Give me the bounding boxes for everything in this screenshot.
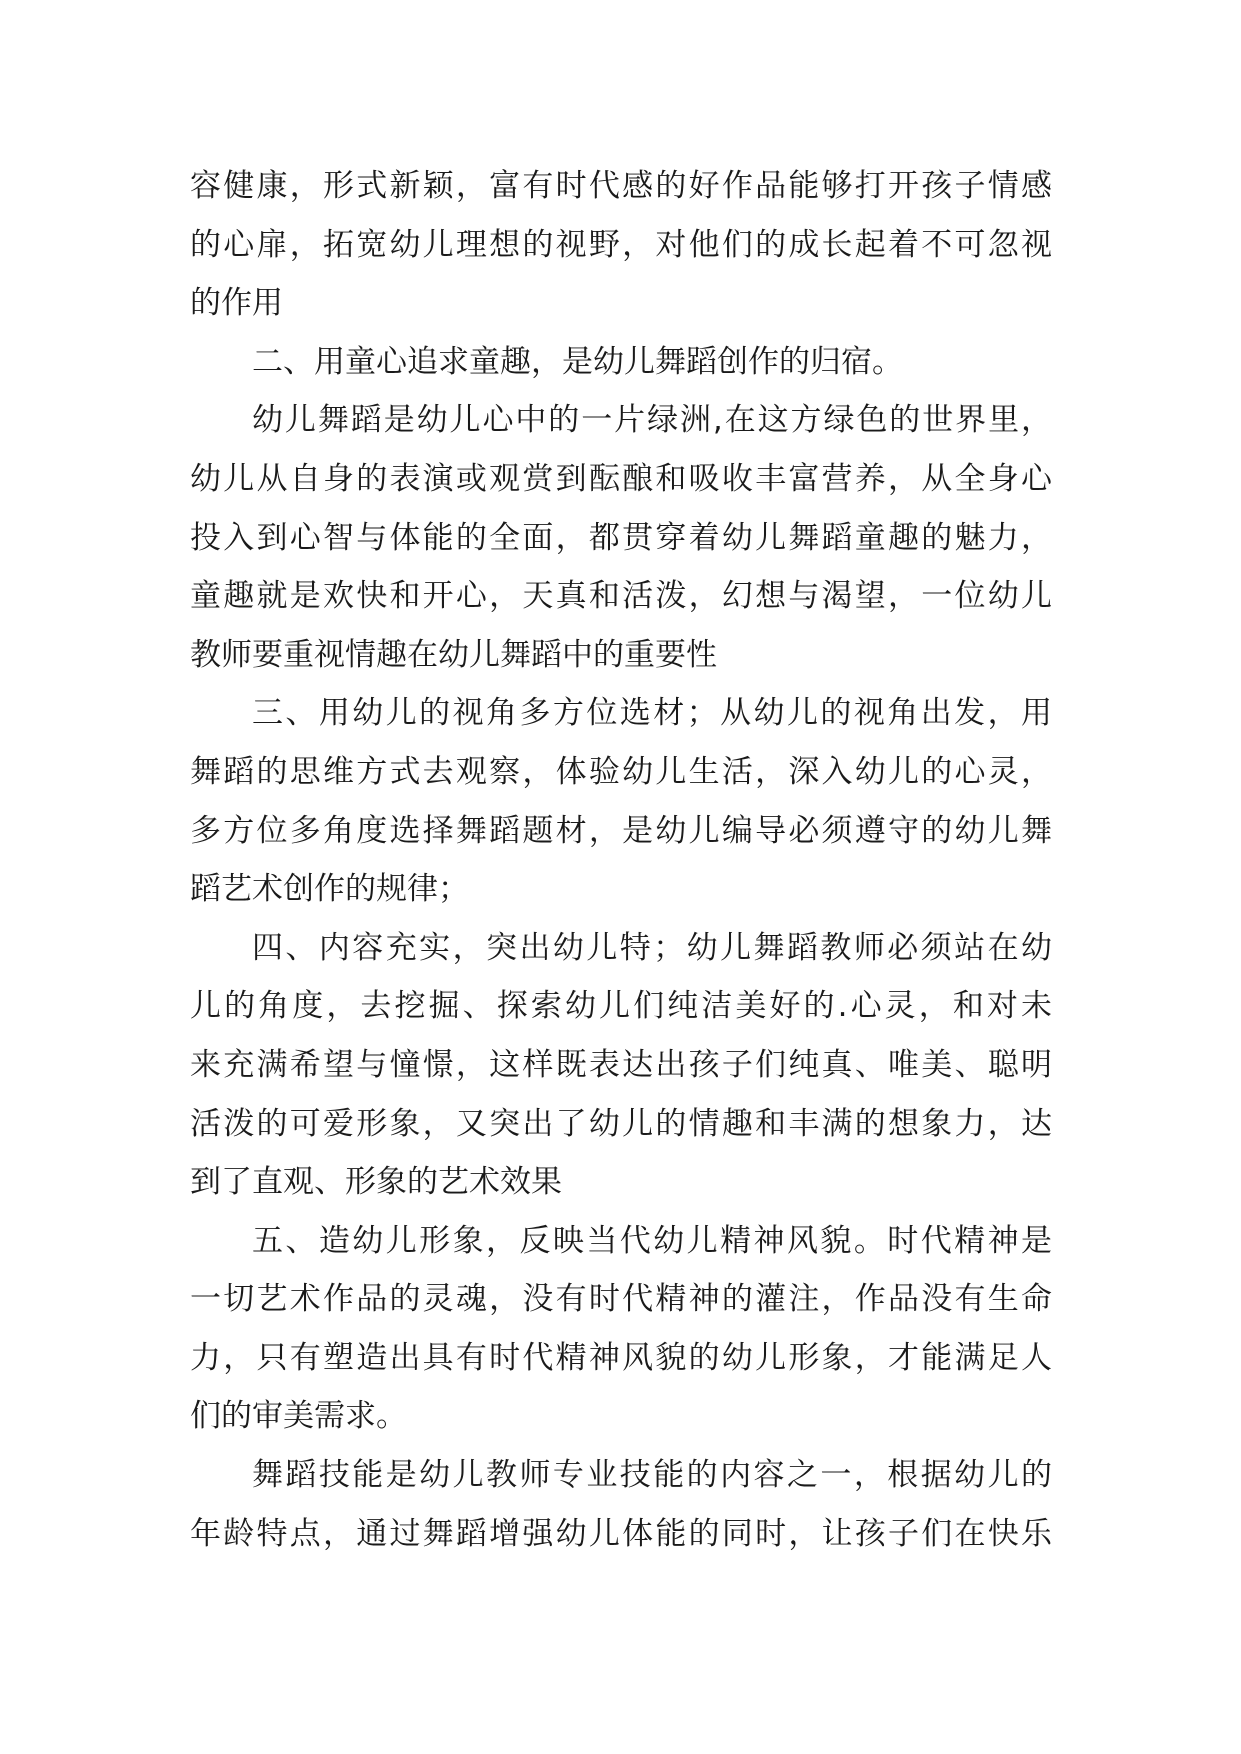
text-line: 的心扉，拓宽幼儿理想的视野，对他们的成长起着不可忽视 (190, 226, 1052, 263)
text-line: 活泼的可爱形象，又突出了幼儿的情趣和丰满的想象力，达 (190, 1105, 1052, 1142)
text-line: 投入到心智与体能的全面，都贯穿着幼儿舞蹈童趣的魅力， (190, 519, 1052, 556)
text-line: 儿的角度，去挖掘、探索幼儿们纯洁美好的.心灵，和对未 (190, 988, 1052, 1025)
text-line: 多方位多角度选择舞蹈题材，是幼儿编导必须遵守的幼儿舞 (190, 812, 1052, 849)
text-line: 容健康，形式新颖，富有时代感的好作品能够打开孩子情感 (190, 168, 1052, 204)
text-line: 们的审美需求。 (190, 1398, 407, 1435)
text-line: 到了直观、形象的艺术效果 (190, 1164, 562, 1201)
text-line: 舞蹈技能是幼儿教师专业技能的内容之一，根据幼儿的 (252, 1457, 1052, 1494)
text-line: 二、用童心追求童趣，是幼儿舞蹈创作的归宿。 (252, 343, 903, 380)
text-line: 年龄特点，通过舞蹈增强幼儿体能的同时，让孩子们在快乐 (190, 1515, 1052, 1552)
text-line: 的作用 (190, 285, 283, 322)
text-line: 五、造幼儿形象，反映当代幼儿精神风貌。时代精神是 (252, 1222, 1052, 1259)
document-body (190, 157, 1052, 1563)
text-line: 三、用幼儿的视角多方位选材；从幼儿的视角出发，用 (252, 695, 1052, 732)
text-line: 童趣就是欢快和开心，天真和活泼，幻想与渴望，一位幼儿 (190, 578, 1052, 615)
text-line: 四、内容充实，突出幼儿特；幼儿舞蹈教师必须站在幼 (252, 929, 1052, 966)
text-line: 来充满希望与憧憬，这样既表达出孩子们纯真、唯美、聪明 (190, 1046, 1052, 1083)
text-line: 力，只有塑造出具有时代精神风貌的幼儿形象，才能满足人 (190, 1339, 1052, 1376)
text-line: 舞蹈的思维方式去观察，体验幼儿生活，深入幼儿的心灵， (190, 753, 1052, 790)
text-line: 一切艺术作品的灵魂，没有时代精神的灌注，作品没有生命 (190, 1281, 1052, 1318)
text-line: 教师要重视情趣在幼儿舞蹈中的重要性 (190, 636, 717, 673)
text-line: 幼儿舞蹈是幼儿心中的一片绿洲,在这方绿色的世界里， (252, 402, 1052, 439)
text-line: 蹈艺术创作的规律； (190, 871, 469, 908)
text-line: 幼儿从自身的表演或观赏到酝酿和吸收丰富营养，从全身心 (190, 460, 1052, 497)
